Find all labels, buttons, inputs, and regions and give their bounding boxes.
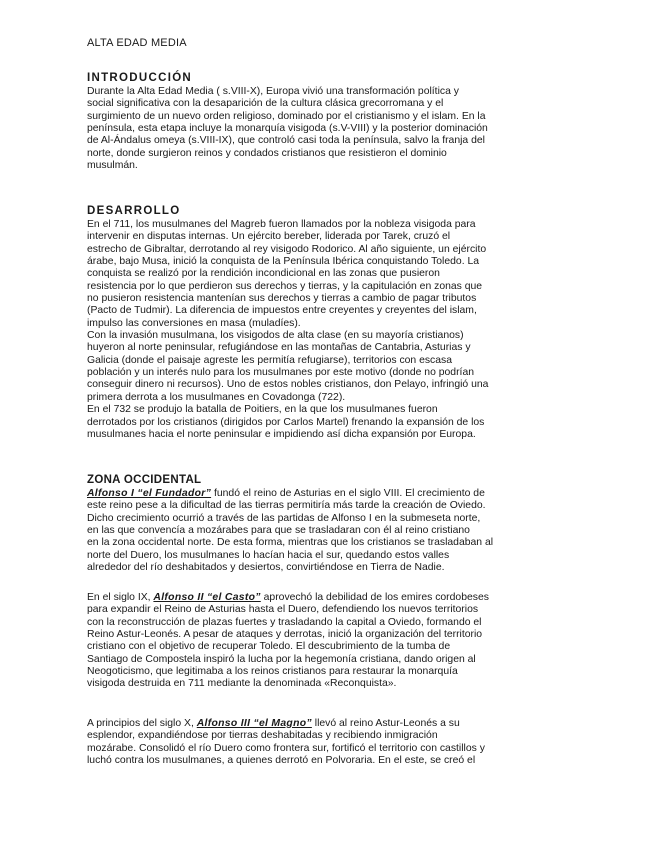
- text-line: mozárabe. Consolidó el río Duero como frontera sur, fortificó el territorio con castillos y: [87, 742, 485, 754]
- section-zona-occidental: [87, 474, 517, 574]
- text-line: En el 732 se produjo la batalla de Poitiers, en la que los musulmanes fueron: [87, 404, 438, 416]
- text-line: [87, 718, 517, 730]
- heading-zona-occidental: ZONA OCCIDENTAL: [87, 474, 202, 486]
- text-line: (Pacto de Tudmir). La diferencia de impuestos entre creyentes y creyentes del islam,: [87, 305, 477, 317]
- text-line: En el 711, los musulmanes del Magreb fueron llamados por la nobleza visigoda para: [87, 219, 476, 230]
- text-line: árabe, bajo Musa, inició la conquista de la Península Ibérica conquistando Toledo. La: [87, 256, 480, 268]
- text-line: surgimiento de un nuevo orden religioso, dominado por el cristianismo y el islam. En la: [87, 110, 486, 122]
- text-line: resistencia por lo que perdieron sus derechos y tierras, y la capitulación en zonas que: [87, 280, 483, 292]
- text-line: Neogoticismo, que legitimaba a los reinos cristianos para restaurar la monarquía: [87, 666, 458, 678]
- text-line: luchó contra los musulmanes, a quienes derrotó en Polvoraria. En el este, se creó el: [87, 755, 476, 767]
- paragraph-alfonso-iii: [87, 718, 517, 767]
- text-line: conquista se realizó por la rendición incondicional en las zonas que pusieron: [87, 268, 440, 280]
- text-line: norte, donde surgieron reinos y condados cristianos que resistieron el dominio: [87, 147, 447, 159]
- text-fragment: llevó al reino Astur-Leonés a su: [311, 718, 460, 729]
- text-line: de Al-Ándalus omeya (s.VIII-IX), que controló casi toda la península, salvo la franja del: [87, 135, 485, 147]
- text-fragment: En el siglo IX,: [87, 592, 154, 603]
- section-desarrollo: [87, 205, 517, 441]
- text-line: Reino Astur-Leonés. A pesar de ataques y derrotas, inició la organización del territorio: [87, 629, 483, 641]
- section-siglo-x: [87, 718, 517, 767]
- text-line: en las que convencía a mozárabes para que se trasladaran con él al reino cristiano: [87, 525, 470, 537]
- paragraph-introduccion: [87, 86, 517, 172]
- text-line: en la zona occidental norte. De esta forma, mientras que los cristianos se trasladaban al: [87, 537, 494, 549]
- text-line: musulmán.: [87, 160, 138, 172]
- text-line: este reino pese a la dificultad de las tierras permitiría más tarde la creación de Oviedo.: [87, 500, 486, 512]
- text-line: Galicia (donde el paisaje agreste les permitía refugiarse), territorios con escasa: [87, 354, 453, 366]
- section-siglo-ix: [87, 592, 517, 691]
- text-line: Santiago de Compostela inspiró la lucha por la hegemonía cristiana, dando origen al: [87, 653, 476, 665]
- section-introduccion: [87, 72, 517, 172]
- text-line: estrecho de Gibraltar, derrotando al rey visigodo Rodorico. Al año siguiente, un ejército: [87, 243, 487, 255]
- text-line: [87, 488, 517, 500]
- text-line: impulso las conversiones en masa (muladíes).: [87, 317, 301, 329]
- text-line: Durante la Alta Edad Media ( s.VIII-X), Europa vivió una transformación política y: [87, 86, 459, 97]
- text-line: primera derrota a los musulmanes en Covadonga (722).: [87, 391, 346, 403]
- king-name-alfonso-ii: Alfonso II “el Casto”: [153, 592, 261, 603]
- text-line: visigoda destruida en 711 mediante la denominada «Reconquista».: [87, 678, 397, 690]
- text-line: Dicho crecimiento ocurrió a través de las partidas de Alfonso I en la submeseta norte,: [87, 512, 481, 524]
- text-line: cristiano con el objetivo de recuperar Toledo. El descubrimiento de la tumba de: [87, 641, 451, 653]
- text-fragment: aprovechó la debilidad de los emires cordobeses: [260, 592, 489, 603]
- text-line: Con la invasión musulmana, los visigodos de alta clase (en su mayoría cristianos): [87, 330, 464, 342]
- text-line: alrededor del río deshabitados y desiertos, convirtiéndose en Tierra de Nadie.: [87, 562, 445, 574]
- text-line: norte del Duero, los musulmanes lo hacían hacia el sur, quedando estos valles: [87, 549, 450, 561]
- king-name-alfonso-iii: Alfonso III “el Magno”: [196, 718, 312, 729]
- text-line: [87, 592, 517, 604]
- heading-desarrollo: DESARROLLO: [87, 205, 181, 217]
- running-header: ALTA EDAD MEDIA: [87, 37, 187, 49]
- text-line: intervenir en disputas internas. Un ejército bereber, liderada por Tarek, cruzó el: [87, 231, 451, 243]
- text-fragment: A principios del siglo X,: [87, 718, 197, 729]
- text-line: social significativa con la desaparición de la cultura clásica grecorromana y el: [87, 98, 444, 110]
- text-line: derrotados por los cristianos (dirigidos por Carlos Martel) frenando la expansión de los: [87, 416, 485, 428]
- text-line: conseguir dinero ni recursos). Uno de estos nobles cristianos, don Pelayo, infringió una: [87, 379, 489, 391]
- paragraph-alfonso-ii: [87, 592, 517, 691]
- text-line: no pusieron resistencia mantenían sus derechos y tierras a cambio de pagar tributos: [87, 293, 477, 305]
- paragraph-alfonso-i: [87, 488, 517, 574]
- text-line: musulmanes hacia el norte peninsular e impidiendo así dicha expansión por Europa.: [87, 428, 476, 440]
- heading-introduccion: INTRODUCCIÓN: [87, 72, 193, 84]
- text-line: para expandir el Reino de Asturias hasta el Duero, defendiendo los nuevos territorios: [87, 604, 479, 616]
- text-fragment: fundó el reino de Asturias en el siglo VIII. El crecimiento de: [211, 488, 485, 499]
- text-line: huyeron al norte peninsular, refugiándose en las montañas de Cantabria, Asturias y: [87, 342, 471, 354]
- paragraph-desarrollo: [87, 219, 517, 441]
- text-line: con la reconstrucción de plazas fuertes y trasladando la capital a Oviedo, formando el: [87, 616, 482, 628]
- text-line: península, esta etapa incluye la monarquía visigoda (s.V-VIII) y la posterior dominación: [87, 123, 488, 135]
- text-line: población y un interés nulo para los musulmanes por este motivo (donde no podrían: [87, 367, 474, 379]
- king-name-alfonso-i: Alfonso I “el Fundador”: [87, 488, 212, 499]
- text-line: esplendor, expandiéndose por tierras deshabitadas y recibiendo inmigración: [87, 730, 438, 742]
